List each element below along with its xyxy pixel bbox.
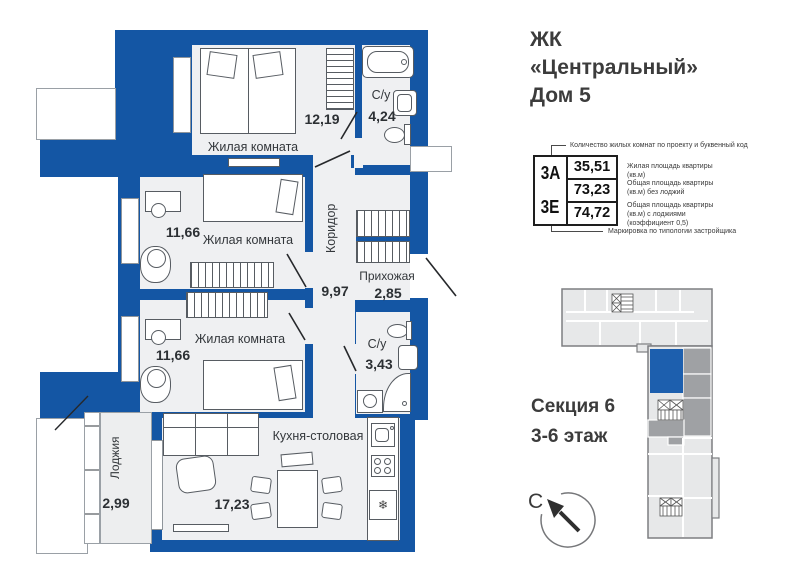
leader-line <box>551 145 566 146</box>
spec-row-label: Общая площадь квартиры (кв.м) с лоджиями (коэффициент 0,5) <box>627 202 714 227</box>
room-area: 9,97 <box>321 283 349 299</box>
room-area: 2,85 <box>374 285 402 301</box>
compass <box>520 478 610 558</box>
room-label: С/у <box>367 337 387 351</box>
spec-row-label: Общая площадь квартиры (кв.м) без лоджий <box>627 180 714 196</box>
section-floors: 3-6 этаж <box>531 426 608 447</box>
type-code: 3А <box>540 163 561 184</box>
room-area: 2,99 <box>102 495 130 511</box>
legend-bottom-note: Маркировка по типологии застройщика <box>608 228 737 235</box>
title-line: ЖК <box>530 28 562 51</box>
type-code: 3Е <box>541 196 560 217</box>
spec-row-label: Жилая площадь квартиры (кв.м) <box>627 163 713 179</box>
room-label: Лоджия <box>108 436 122 480</box>
legend-top-note: Количество жилых комнат по проекту и буквенный код <box>570 142 748 149</box>
room-label: Кухня-столовая <box>272 429 364 443</box>
room-area: 17,23 <box>214 496 250 512</box>
title-line: Дом 5 <box>530 84 591 107</box>
spec-value: 35,51 <box>568 157 616 180</box>
title-line: «Центральный» <box>530 56 698 79</box>
fridge-icon: ❄ <box>369 490 397 520</box>
room-area: 11,66 <box>155 347 191 363</box>
room-label: С/у <box>371 88 391 102</box>
current-unit <box>650 349 683 393</box>
room-label: Жилая комната <box>202 233 294 247</box>
room-label: Жилая комната <box>207 140 299 154</box>
north-label: С <box>528 490 544 513</box>
spec-value: 74,72 <box>573 205 611 221</box>
room-label: Прихожая <box>359 269 415 283</box>
spec-table <box>533 155 618 226</box>
spec-value: 73,23 <box>568 180 616 203</box>
page-title <box>530 26 760 110</box>
room-area: 12,19 <box>304 111 340 127</box>
leader-line <box>551 145 552 155</box>
leader-line <box>551 231 603 232</box>
room-label: Жилая комната <box>194 332 286 346</box>
spec-values <box>568 157 616 224</box>
section-name: Секция 6 <box>531 396 616 417</box>
room-label: Коридор <box>324 203 338 253</box>
type-codes <box>535 157 568 224</box>
room-area: 4,24 <box>368 108 396 124</box>
room-area: 11,66 <box>165 224 201 240</box>
room-area: 3,43 <box>365 356 393 372</box>
